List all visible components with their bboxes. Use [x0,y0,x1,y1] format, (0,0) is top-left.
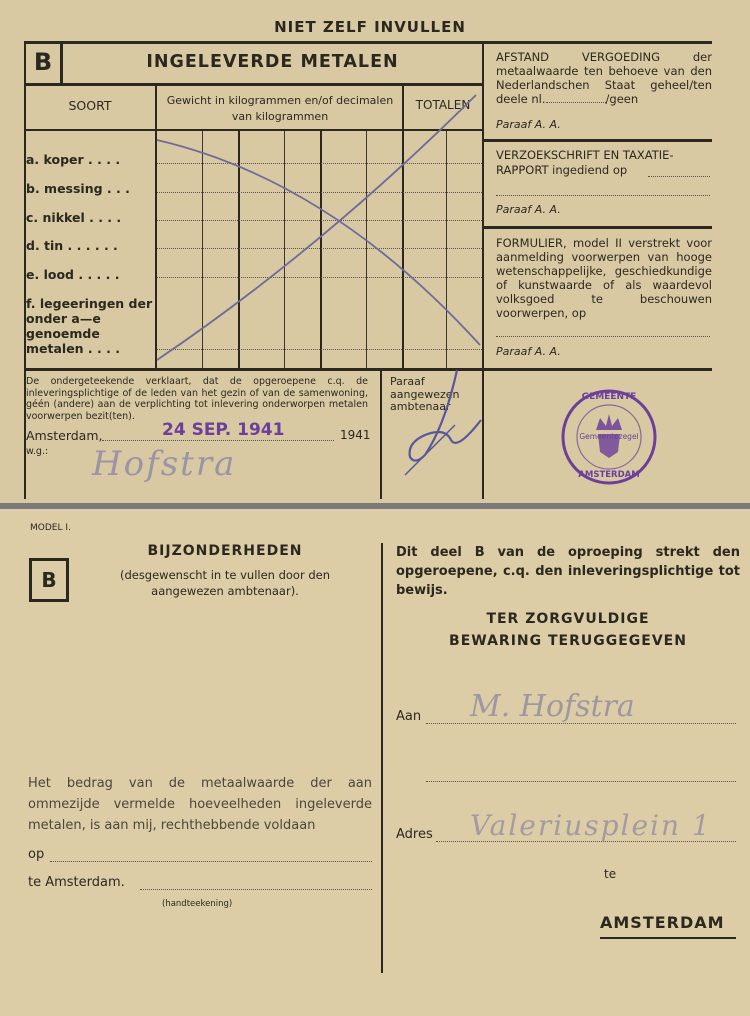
adres-label: Adres [396,827,433,842]
op-label: op [28,847,45,862]
header-niet-zelf-invullen: NIET ZELF INVULLEN [274,18,466,36]
row-lood: e. lood . . . . . [26,267,120,282]
row-nikkel: c. nikkel . . . . [26,210,122,225]
rule-right-1 [484,139,712,142]
formulier-dots [496,336,710,337]
bewaring-teruggegeven: BEWARING TERUGGEGEVEN [449,633,687,649]
city-amsterdam: AMSTERDAM [600,913,725,932]
bottom-card [0,509,750,1016]
signature-hofstra: Hofstra [92,444,237,484]
seal-bottom-text: AMSTERDAM [578,470,640,480]
section-letter-box [29,558,69,602]
te-label: te [604,867,617,881]
model-label: MODEL I. [30,523,71,533]
aan-signature: M. Hofstra [470,689,635,724]
ter-zorgvuldige: TER ZORGVULDIGE [486,611,650,627]
verzoek-dots [648,176,710,177]
op-dots [50,861,372,862]
wg-label: w.g.: [26,446,49,457]
row-tin: d. tin . . . . . . [26,238,118,253]
handteekening-label: (handteekening) [162,899,233,909]
afstand-vergoeding [496,50,712,106]
paraaf-aa-3: Paraaf A. A. [496,345,561,358]
paraaf-aangewezen: Paraaf aangewezen ambtenaar [390,375,460,413]
bijzonderheden-title: BIJZONDERHEDEN [147,543,303,559]
date-stamp: 24 SEP. 1941 [162,420,285,440]
city-underline [600,937,736,939]
payment-text: Het bedrag van de metaalwaarde der aan ommezijde vermelde hoeveelheden ingeleverde metalen, is aan mij, rechthebbende voldaan [28,776,372,833]
right-bewijs-text: Dit deel B van de oproeping strekt den opgeroepene, c.q. den inleveringsplichtige tot bewijs. [396,545,740,598]
seal-top-text: GEMEENTE [581,392,637,402]
adres-handwriting: Valeriusplein 1 [470,809,712,842]
date-dots [102,440,334,441]
verzoekschrift: VERZOEKSCHRIFT EN TAXATIE-RAPPORT ingediend op [496,148,674,177]
col-gewicht: Gewicht in kilogrammen en/of decimalen van kilogrammen [166,94,394,123]
year-1941: 1941 [340,428,371,442]
rule-bottom-center [381,543,383,973]
paraaf-aa-2: Paraaf A. A. [496,203,561,216]
row-koper: a. koper . . . . [26,152,121,167]
paraaf-aa-1: Paraaf A. A. [496,118,561,131]
formulier-text: FORMULIER, model II verstrekt voor aanmelding voorwerpen van hooge wetenschappelijke, geschiedkundige of kunstwaarde of als waardevol volksgoed te beschouwen voorwerpen, op [496,236,712,320]
verzoek-dots-2 [496,195,710,196]
rule-paraaf [380,371,382,499]
handteekening-dots [140,889,372,890]
paraaf-scribble [385,365,495,485]
afstand-text: AFSTAND VERGOEDING der metaalwaarde ten behoeve van den Nederlandschen Staat geheel/ten deele nl. [496,50,712,106]
aan-label: Aan [396,709,422,724]
section-letter-b-bottom: B [41,568,57,592]
te-amsterdam: te Amsterdam. [28,875,125,890]
declaration-text: De ondergeteekende verklaart, dat de opgeroepene c.q. de inleveringsplichtige of de leden van het gezin of van de samenwoning, géén (andere) aan de verplichting tot inlevering onderworpen metalen voorwerpen bezit(ten). [26,376,368,422]
row-legeeringen: f. legeeringen der onder a—e genoemde metalen . . . . [26,296,153,356]
col-totalen: TOTALEN [415,98,471,112]
rule-right-3 [484,368,712,371]
col-soort: SOORT [68,98,112,113]
aan-dots-2 [426,781,736,782]
rule-right-2 [484,226,712,229]
place-amsterdam: Amsterdam, [26,428,103,443]
afstand-geen: /geen [605,92,639,106]
top-card [0,0,750,503]
section-letter-b: B [33,48,53,76]
seal-mid-text: Gemeentezegel [579,432,639,441]
title-ingeleverde-metalen: INGELEVERDE METALEN [146,52,399,72]
row-messing: b. messing . . . [26,181,130,196]
bijzonderheden-subtitle: (desgewenscht in te vullen door den aangewezen ambtenaar). [119,568,331,598]
gemeente-seal [560,388,658,486]
